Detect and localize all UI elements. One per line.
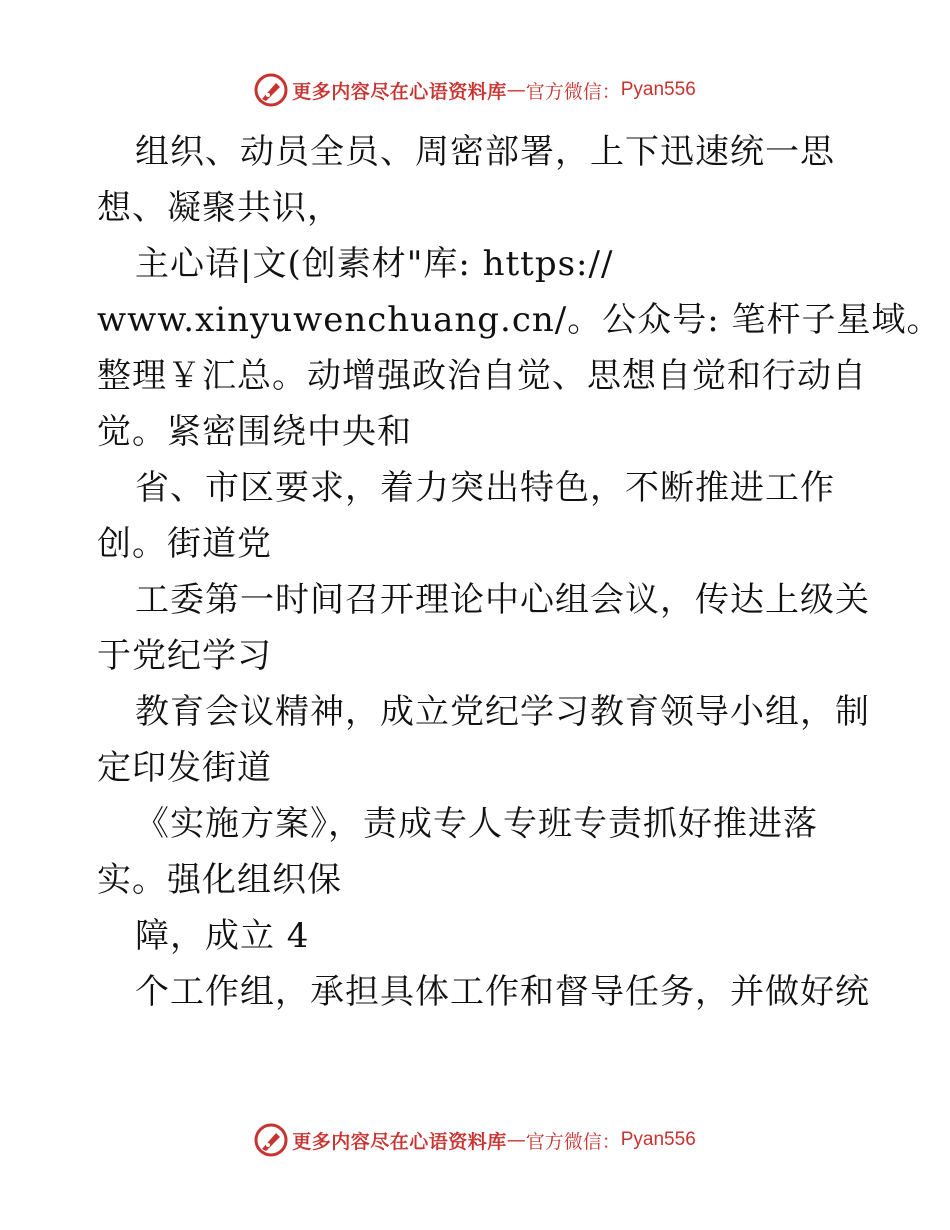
text-line: 工委第一时间召开理论中心组会议，传达上级关 <box>135 580 870 620</box>
text-line: 教育会议精神，成立党纪学习教育领导小组，制 <box>135 692 870 732</box>
pen-nib-logo-icon <box>254 1123 288 1157</box>
banner-dash: — <box>506 1129 526 1151</box>
banner-slogan: 更多内容尽在心语资料库 <box>292 1130 507 1153</box>
text-line: 于党纪学习 <box>97 636 272 676</box>
banner-slogan: 更多内容尽在心语资料库 <box>292 80 507 103</box>
footer-banner <box>0 1120 950 1160</box>
text-line: 整理￥汇总。动增强政治自觉、思想自觉和行动自 <box>97 356 867 396</box>
text-line: 觉。紧密围绕中央和 <box>97 412 412 452</box>
text-line: 组织、动员全员、周密部署，上下迅速统一思 <box>135 132 835 172</box>
text-line: 实。强化组织保 <box>97 860 342 900</box>
banner-wechat-label: 官方微信： <box>525 1130 621 1153</box>
header-banner <box>0 70 950 110</box>
banner-dash: — <box>506 79 526 101</box>
text-line: 创。街道党 <box>97 524 272 564</box>
text-line: 省、市区要求，着力突出特色，不断推进工作 <box>135 468 835 508</box>
text-line: 想、凝聚共识， <box>97 188 342 228</box>
pen-nib-logo-icon <box>254 73 288 107</box>
text-line: 障，成立 4 <box>135 916 310 956</box>
banner-wechat-id: Pyan556 <box>620 79 696 100</box>
text-line: 定印发街道 <box>97 748 272 788</box>
document-body <box>97 124 942 1020</box>
text-line: 《实施方案》，责成专人专班专责抓好推进落 <box>135 804 818 844</box>
text-line: 主心语|文(创素材"库: https:// <box>135 244 614 284</box>
banner-wechat-id: Pyan556 <box>620 1129 696 1150</box>
banner-wechat-label: 官方微信： <box>525 80 621 103</box>
text-line: 个工作组，承担具体工作和督导任务，并做好统 <box>135 972 870 1012</box>
text-line: www.xinyuwenchuang.cn/。公众号: 笔杆子星域。 <box>97 300 942 340</box>
